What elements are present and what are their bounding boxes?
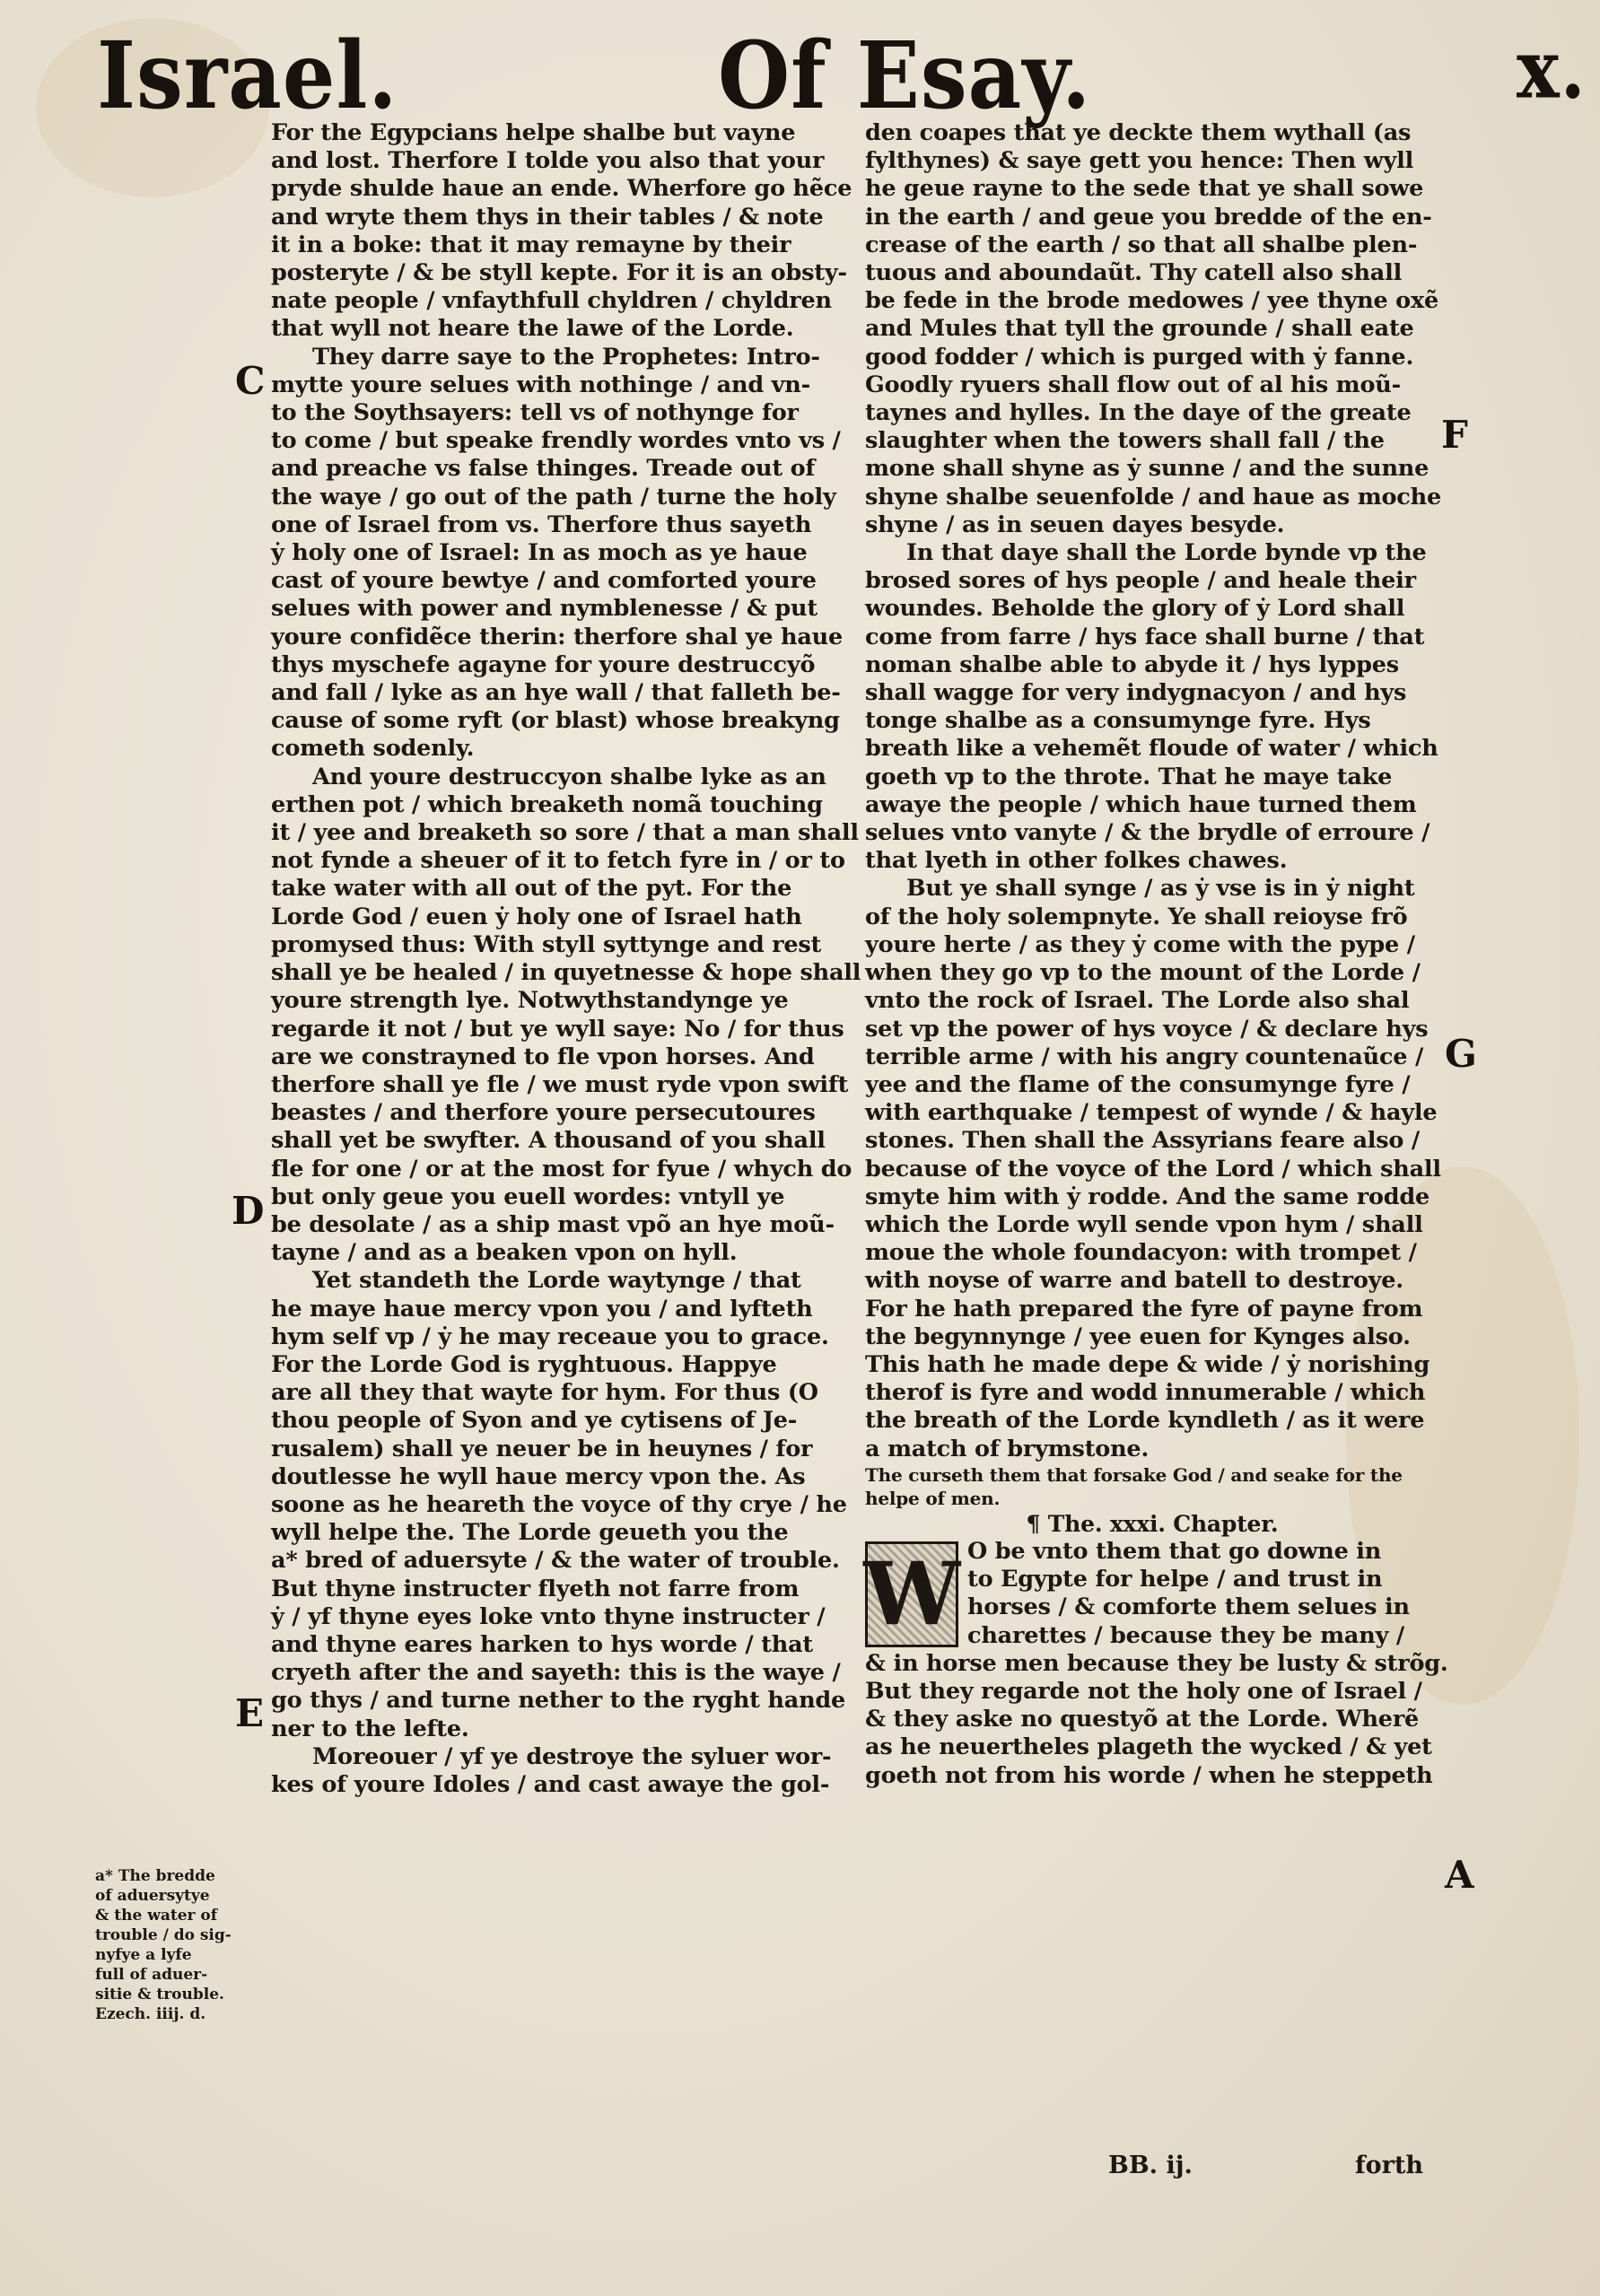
text-line: selues with power and nymblenesse / & put	[271, 595, 817, 623]
paragraph	[271, 119, 852, 344]
text-line: to come / but speake frendly wordes vnto vs /	[271, 427, 841, 455]
text-line: shyne / as in seuen dayes besyde.	[865, 511, 1285, 538]
text-line: Yet standeth the Lorde waytynge / that	[312, 1267, 801, 1295]
note-line: a* The bredde	[95, 1867, 215, 1885]
note-line: nyfye a lyfe	[95, 1946, 192, 1964]
text-line: ẏ / yf thyne eyes loke vnto thyne instructer /	[271, 1602, 826, 1630]
text-line: and fall / lyke as an hye wall / that falleth be-	[271, 679, 841, 707]
header-left-title: Israel.	[97, 21, 398, 130]
text-line: For the Egypcians helpe shalbe but vayne	[271, 119, 796, 146]
text-line: pryde shulde haue an ende. Wherfore go hẽce	[271, 175, 852, 203]
text-line: with earthquake / tempest of wynde / & hayle	[865, 1099, 1438, 1127]
text-line: because of the voyce of the Lord / which shall	[865, 1155, 1441, 1183]
text-line: For the Lorde God is ryghtuous. Happye	[271, 1350, 777, 1378]
right-column	[863, 119, 1448, 1790]
text-line: are all they that wayte for hym. For thus (O	[271, 1379, 818, 1407]
margin-letter-a: A	[1445, 1853, 1474, 1897]
chapter-opening	[863, 1537, 1448, 1790]
text-line: that wyll not heare the lawe of the Lorde.	[271, 315, 794, 343]
text-line: thou people of Syon and ye cytisens of Je-	[271, 1407, 798, 1435]
text-line: in the earth / and geue you bredde of the en-	[865, 203, 1432, 231]
text-line: fle for one / or at the most for fyue / whych do	[271, 1155, 852, 1183]
text-line: and preache vs false thinges. Treade out of	[271, 455, 816, 483]
note-reference: Ezech. iiij. d.	[95, 2005, 206, 2023]
text-line: taynes and hylles. In the daye of the greate	[865, 399, 1412, 427]
text-line: selues vnto vanyte / & the brydle of erroure /	[865, 819, 1430, 847]
signature-mark: BB. ij.	[1108, 2152, 1193, 2179]
text-line: with noyse of warre and batell to destroye.	[865, 1267, 1403, 1295]
text-line: crease of the earth / so that all shalbe plen-	[865, 231, 1418, 258]
text-line: it in a boke: that it may remayne by their	[271, 231, 791, 258]
text-line: and lost. Therfore I tolde you also that your	[271, 147, 825, 175]
text-line: not fynde a sheuer of it to fetch fyre in / or to	[271, 847, 845, 875]
text-line: Goodly ryuers shall flow out of al his moũ-	[865, 371, 1401, 398]
paragraph	[865, 875, 1439, 1462]
text-line: shyne shalbe seuenfolde / and haue as moche	[865, 483, 1441, 511]
text-line: youre strength lye. Notwythstandynge ye	[271, 987, 789, 1015]
text-line: doutlesse he wyll haue mercy vpon the. As	[271, 1462, 806, 1490]
initial-letter: W	[863, 1543, 960, 1646]
text-line: promysed thus: With styll syttynge and rest	[271, 930, 822, 958]
text-line: slaughter when the towers shall fall / the	[865, 427, 1385, 455]
text-line: & they aske no questyõ at the Lorde. Wherẽ	[865, 1706, 1420, 1733]
text-line: the waye / go out of the path / turne the holy	[271, 483, 836, 511]
text-line: cause of some ryft (or blast) whose breakyng	[271, 707, 840, 735]
text-line: stones. Then shall the Assyrians feare also /	[865, 1127, 1421, 1155]
text-line: erthen pot / which breaketh nomã touching	[271, 790, 823, 818]
text-line: hym self vp / ẏ he may receaue you to grace.	[271, 1323, 829, 1350]
text-line: cometh sodenly.	[271, 735, 475, 763]
margin-letter-d: D	[232, 1189, 265, 1233]
text-line: it / yee and breaketh so sore / that a man shall	[271, 819, 859, 847]
paragraph	[865, 119, 1439, 539]
running-header	[0, 21, 1600, 135]
text-line: a match of brymstone.	[865, 1435, 1150, 1462]
text-line: fylthynes) & saye gett you hence: Then wyll	[865, 147, 1414, 175]
text-line: he maye haue mercy vpon you / and lyfteth	[271, 1295, 813, 1323]
text-line: of the holy solempnyte. Ye shall reioyse frõ	[865, 903, 1408, 930]
text-line: therof is fyre and wodd innumerable / which	[865, 1379, 1426, 1407]
marginal-note	[95, 1866, 266, 2024]
text-line: to the Soythsayers: tell vs of nothynge for	[271, 399, 799, 427]
text-line: a* bred of aduersyte / & the water of trouble.	[271, 1547, 840, 1575]
text-line: brosed sores of hys people / and heale their	[865, 567, 1416, 595]
text-line: vnto the rock of Israel. The Lorde also shal	[865, 987, 1410, 1015]
text-line: take water with all out of the pyt. For the	[271, 875, 792, 903]
text-line: the begynnynge / yee euen for Kynges also.	[865, 1323, 1411, 1350]
note-line: full of aduer-	[95, 1966, 208, 1984]
text-line: shall wagge for very indygnacyon / and hys	[865, 679, 1407, 707]
text-line: to Egypte for helpe / and trust in	[967, 1566, 1383, 1593]
text-line: O be vnto them that go downe in	[967, 1537, 1382, 1565]
text-line: therfore shall ye fle / we must ryde vpon swift	[271, 1070, 849, 1098]
paragraph	[865, 539, 1439, 875]
text-line: mone shall shyne as ẏ sunne / and the sunne	[865, 455, 1430, 483]
chapter-summary: The curseth them that forsake God / and seake for the helpe of men.	[865, 1463, 1403, 1509]
catchword: forth	[1355, 2152, 1423, 2179]
note-line: & the water of	[95, 1907, 218, 1925]
text-line: breath like a vehemẽt floude of water / which	[865, 735, 1438, 763]
left-column	[271, 119, 861, 1799]
text-line: but only geue you euell wordes: vntyll ye	[271, 1183, 785, 1210]
text-line: when they go vp to the mount of the Lorde /	[865, 959, 1421, 987]
text-line: shall yet be swyfter. A thousand of you shall	[271, 1127, 826, 1155]
text-line: They darre saye to the Prophetes: Intro-	[312, 343, 820, 371]
text-line: terrible arme / with his angry countenaũce /	[865, 1043, 1424, 1070]
text-line: kes of youre Idoles / and cast awaye the gol-	[271, 1770, 830, 1798]
text-line: noman shalbe able to abyde it / hys lyppes	[865, 650, 1399, 678]
text-line: In that daye shall the Lorde bynde vp the	[906, 539, 1427, 567]
text-line: Lorde God / euen ẏ holy one of Israel hath	[271, 903, 802, 930]
text-line: & in horse men because they be lusty & strõg.	[865, 1649, 1448, 1677]
text-line: den coapes that ye deckte them wythall (as	[865, 119, 1412, 146]
text-line: tayne / and as a beaken vpon on hyll.	[271, 1239, 738, 1267]
text-line: For he hath prepared the fyre of payne from	[865, 1295, 1423, 1323]
note-line: trouble / do sig-	[95, 1926, 232, 1944]
text-line: be fede in the brode medowes / yee thyne oxẽ	[865, 287, 1438, 315]
text-line: go thys / and turne nether to the ryght hande	[271, 1687, 846, 1715]
text-line: rusalem) shall ye neuer be in heuynes / for	[271, 1435, 813, 1462]
text-line: as he neuertheles plageth the wycked / & yet	[865, 1733, 1432, 1761]
text-line: youre confidẽce therin: therfore shal ye haue	[271, 623, 844, 650]
text-line: But thyne instructer flyeth not farre from	[271, 1575, 800, 1602]
text-line: and Mules that tyll the grounde / shall eate	[865, 315, 1414, 343]
text-line: thys myschefe agayne for youre destruccyõ	[271, 650, 816, 678]
text-line: tuous and aboundaũt. Thy catell also shall	[865, 259, 1403, 287]
text-line: he geue rayne to the sede that ye shall sowe	[865, 175, 1424, 203]
text-line: and thyne eares harken to hys worde / that	[271, 1630, 813, 1658]
text-line: Moreouer / yf ye destroye the syluer wor-	[312, 1742, 832, 1770]
text-line: goeth vp to the throte. That he maye take	[865, 763, 1393, 790]
text-line: And youre destruccyon shalbe lyke as an	[312, 763, 826, 790]
text-line: set vp the power of hys voyce / & declare hys	[865, 1015, 1429, 1043]
text-line: tonge shalbe as a consumynge fyre. Hys	[865, 707, 1371, 735]
text-line: This hath he made depe & wide / ẏ norishing	[865, 1350, 1430, 1378]
text-line: But they regarde not the holy one of Israel /	[865, 1677, 1422, 1705]
paragraph	[271, 1267, 847, 1742]
text-line: come from farre / hys face shall burne / that	[865, 623, 1425, 650]
text-line: woundes. Beholde the glory of ẏ Lord shall	[865, 595, 1405, 623]
text-line: charettes / because they be many /	[967, 1621, 1404, 1649]
text-line: youre herte / as they ẏ come with the pype /	[865, 930, 1415, 958]
text-line: ner to the lefte.	[271, 1715, 469, 1742]
text-line: mytte youre selues with nothinge / and vn-	[271, 371, 810, 398]
note-line: sitie & trouble.	[95, 1986, 224, 2004]
text-line: moue the whole foundacyon: with trompet /	[865, 1239, 1417, 1267]
text-line: cryeth after the and sayeth: this is the waye /	[271, 1659, 841, 1687]
text-line: goeth not from his worde / when he steppeth	[865, 1761, 1433, 1789]
text-line: horses / & comforte them selues in	[967, 1593, 1410, 1621]
header-center-title: Of Esay.	[718, 21, 1092, 130]
text-line: the breath of the Lorde kyndleth / as it were	[865, 1407, 1425, 1435]
text-line: one of Israel from vs. Therfore thus sayeth	[271, 511, 812, 538]
text-line: soone as he heareth the voyce of thy crye / he	[271, 1490, 847, 1518]
text-line: are we constrayned to fle vpon horses. And	[271, 1043, 815, 1070]
text-line: yee and the flame of the consumynge fyre /	[865, 1070, 1411, 1098]
text-line: shall ye be healed / in quyetnesse & hope shall	[271, 959, 861, 987]
folio-number: x.	[1517, 22, 1587, 117]
margin-letter-f: F	[1441, 413, 1468, 457]
text-line: be desolate / as a ship mast vpõ an hye moũ-	[271, 1210, 835, 1238]
text-line: regarde it not / but ye wyll saye: No / for thus	[271, 1015, 844, 1043]
text-line: smyte him with ẏ rodde. And the same rodde	[865, 1183, 1430, 1210]
decorated-initial	[865, 1541, 958, 1647]
text-line: posteryte / & be styll kepte. For it is an obsty-	[271, 259, 847, 287]
margin-letter-c: C	[235, 359, 266, 403]
text-line: that lyeth in other folkes chawes.	[865, 847, 1288, 875]
margin-letter-g: G	[1445, 1032, 1477, 1076]
text-line: But ye shall synge / as ẏ vse is in ẏ night	[906, 875, 1415, 903]
text-line: beastes / and therfore youre persecutoures	[271, 1099, 816, 1127]
note-line: of aduersytye	[95, 1887, 210, 1905]
paragraph	[271, 343, 844, 764]
text-line: wyll helpe the. The Lorde geueth you the	[271, 1519, 789, 1547]
text-line: good fodder / which is purged with ẏ fanne.	[865, 343, 1414, 371]
paragraph	[271, 763, 861, 1268]
margin-letter-e: E	[235, 1691, 265, 1735]
chapter-heading: ¶ The. xxxi. Chapter.	[1026, 1510, 1279, 1537]
text-line: which the Lorde wyll sende vpon hym / shall	[865, 1210, 1423, 1238]
paragraph	[271, 1743, 832, 1799]
text-line: and wryte them thys in their tables / & note	[271, 203, 824, 231]
text-line: awaye the people / which haue turned them	[865, 790, 1417, 818]
text-line: ẏ holy one of Israel: In as moch as ye haue	[271, 539, 808, 567]
text-line: cast of youre bewtye / and comforted youre	[271, 567, 817, 595]
text-line: nate people / vnfaythfull chyldren / chyldren	[271, 287, 832, 315]
